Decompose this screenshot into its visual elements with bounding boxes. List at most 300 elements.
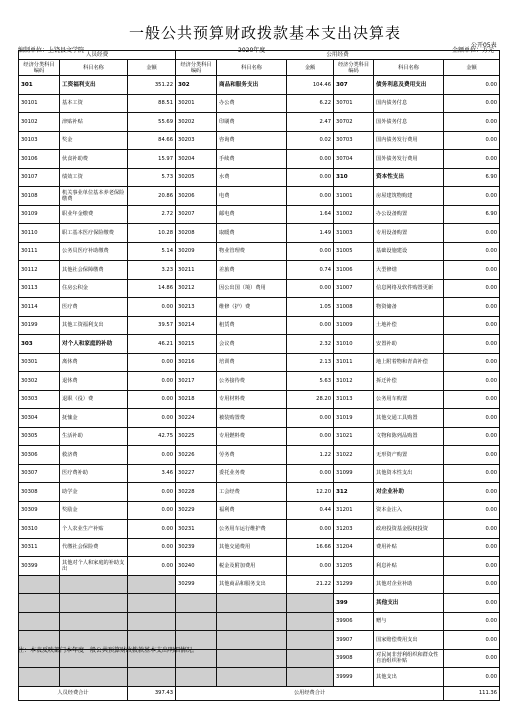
cell-name: 手续费	[217, 150, 287, 169]
cell-name: 债务利息及费用支出	[374, 76, 444, 95]
cell-name: 物业管理费	[217, 242, 287, 261]
cell-code: 30301	[19, 353, 60, 372]
cell-code: 31003	[334, 224, 374, 243]
cell-amount: 0.00	[128, 298, 176, 317]
cell-amount: 0.00	[444, 261, 500, 280]
table-row	[19, 224, 500, 243]
cell-amount: 1.22	[287, 446, 334, 465]
cell-code: 30306	[19, 446, 60, 465]
cell-name: 国内债务付息	[374, 94, 444, 113]
cell-name: 信息网络及软件购置更新	[374, 279, 444, 298]
cell-name: 退休费	[60, 372, 128, 391]
cell-name: 水费	[217, 168, 287, 187]
cell-name: 个人农业生产补贴	[60, 520, 128, 539]
cell-name	[60, 668, 128, 687]
table-row	[19, 150, 500, 169]
cell-code: 39999	[334, 668, 374, 687]
cell-amount: 20.86	[128, 187, 176, 206]
table-row	[19, 168, 500, 187]
header-row-group	[19, 51, 500, 60]
cell-name: 咨询费	[217, 131, 287, 150]
cell-code: 399	[334, 594, 374, 613]
cell-name: 税金及附加费用	[217, 557, 287, 576]
cell-code: 30309	[19, 501, 60, 520]
cell-amount: 0.00	[444, 538, 500, 557]
cell-code: 30113	[19, 279, 60, 298]
table-row	[19, 316, 500, 335]
cell-amount: 0.00	[444, 446, 500, 465]
cell-code: 30215	[176, 335, 217, 354]
table-row	[19, 594, 500, 613]
table-row	[19, 427, 500, 446]
cell-amount: 0.00	[444, 316, 500, 335]
cell-name: 职业年金缴费	[60, 205, 128, 224]
cell-amount: 2.72	[128, 205, 176, 224]
cell-amount: 12.20	[287, 483, 334, 502]
cell-code: 30225	[176, 427, 217, 446]
personnel-total-label: 人员经费合计	[19, 686, 128, 700]
public-header: 公用经费	[176, 51, 500, 60]
cell-code: 30108	[19, 187, 60, 206]
cell-name: 商品和服务支出	[217, 76, 287, 95]
cell-code: 30211	[176, 261, 217, 280]
cell-code: 31021	[334, 427, 374, 446]
cell-code: 301	[19, 76, 60, 95]
table-row	[19, 520, 500, 539]
col-name: 科目名称	[374, 60, 444, 76]
cell-amount: 0.00	[287, 427, 334, 446]
cell-name: 住房公积金	[60, 279, 128, 298]
cell-amount: 0.00	[444, 279, 500, 298]
cell-amount: 15.97	[128, 150, 176, 169]
cell-name: 被装购置费	[217, 409, 287, 428]
table-row	[19, 538, 500, 557]
cell-amount: 0.00	[287, 279, 334, 298]
cell-name: 其他交通工具购置	[374, 409, 444, 428]
cell-code: 39907	[334, 631, 374, 650]
cell-amount: 0.00	[444, 353, 500, 372]
cell-amount	[287, 631, 334, 650]
cell-name: 其他资本性支出	[374, 464, 444, 483]
cell-code: 30201	[176, 94, 217, 113]
cell-code: 30111	[19, 242, 60, 261]
cell-name: 印刷费	[217, 113, 287, 132]
cell-amount: 5.73	[128, 168, 176, 187]
cell-amount	[287, 612, 334, 631]
cell-amount: 3.46	[128, 464, 176, 483]
cell-code: 31203	[334, 520, 374, 539]
cell-amount: 0.44	[287, 501, 334, 520]
cell-amount: 0.00	[444, 187, 500, 206]
cell-name: 离休费	[60, 353, 128, 372]
cell-amount: 0.00	[444, 631, 500, 650]
cell-amount: 0.00	[444, 76, 500, 95]
cell-name: 其他对个人和家庭的补助支出	[60, 557, 128, 576]
cell-name	[217, 631, 287, 650]
cell-name: 地上附着物和青苗补偿	[374, 353, 444, 372]
cell-name: 利息补贴	[374, 557, 444, 576]
cell-code: 31011	[334, 353, 374, 372]
cell-name: 公务用车购置	[374, 390, 444, 409]
cell-amount: 0.00	[128, 557, 176, 576]
cell-amount: 0.00	[128, 372, 176, 391]
cell-amount: 0.00	[444, 520, 500, 539]
personnel-header: 人员经费	[19, 51, 176, 60]
cell-code: 30299	[176, 575, 217, 594]
cell-name: 取暖费	[217, 224, 287, 243]
cell-amount	[128, 575, 176, 594]
table-row	[19, 242, 500, 261]
cell-amount: 42.75	[128, 427, 176, 446]
cell-code: 30218	[176, 390, 217, 409]
table-row	[19, 575, 500, 594]
cell-amount: 0.00	[128, 446, 176, 465]
table-row	[19, 668, 500, 687]
cell-amount: 46.21	[128, 335, 176, 354]
cell-name: 费用补贴	[374, 538, 444, 557]
cell-name: 公务接待费	[217, 372, 287, 391]
cell-amount: 0.00	[444, 612, 500, 631]
cell-amount: 1.49	[287, 224, 334, 243]
table-row	[19, 113, 500, 132]
table-row	[19, 131, 500, 150]
cell-amount: 21.22	[287, 575, 334, 594]
cell-code: 310	[334, 168, 374, 187]
cell-code: 30311	[19, 538, 60, 557]
col-code: 经济分类科目编码	[19, 60, 60, 76]
cell-code: 30399	[19, 557, 60, 576]
cell-amount: 88.51	[128, 94, 176, 113]
table-row	[19, 335, 500, 354]
expenditure-table	[18, 50, 500, 701]
cell-code: 31007	[334, 279, 374, 298]
cell-amount: 0.00	[444, 224, 500, 243]
cell-amount: 0.00	[444, 464, 500, 483]
table-row	[19, 446, 500, 465]
cell-code: 30213	[176, 298, 217, 317]
cell-name	[60, 575, 128, 594]
cell-amount: 5.14	[128, 242, 176, 261]
cell-name: 其他商品和服务支出	[217, 575, 287, 594]
personnel-total-value: 397.43	[128, 686, 176, 700]
cell-name: 基础设施建设	[374, 242, 444, 261]
cell-code: 30216	[176, 353, 217, 372]
cell-name: 电费	[217, 187, 287, 206]
cell-amount: 0.00	[287, 316, 334, 335]
col-code: 经济分类科目编码	[176, 60, 217, 76]
cell-amount: 0.00	[444, 483, 500, 502]
cell-amount: 0.74	[287, 261, 334, 280]
cell-name: 无形资产购置	[374, 446, 444, 465]
cell-name: 专用材料费	[217, 390, 287, 409]
cell-code: 30204	[176, 150, 217, 169]
cell-name: 对企业补助	[374, 483, 444, 502]
cell-code: 39908	[334, 649, 374, 668]
header-row-columns	[19, 60, 500, 76]
table-row	[19, 409, 500, 428]
cell-name: 福利费	[217, 501, 287, 520]
table-row	[19, 94, 500, 113]
cell-name: 劳务费	[217, 446, 287, 465]
cell-amount: 84.66	[128, 131, 176, 150]
cell-amount: 0.00	[287, 242, 334, 261]
table-row	[19, 261, 500, 280]
cell-code: 39906	[334, 612, 374, 631]
cell-amount: 1.64	[287, 205, 334, 224]
cell-code: 30110	[19, 224, 60, 243]
cell-amount: 28.20	[287, 390, 334, 409]
cell-name: 国外债务发行费用	[374, 150, 444, 169]
cell-name: 办公设备购置	[374, 205, 444, 224]
table-row	[19, 353, 500, 372]
cell-code: 31022	[334, 446, 374, 465]
form-number: 公开05表	[471, 42, 497, 49]
cell-amount: 0.00	[444, 298, 500, 317]
cell-name: 办公费	[217, 94, 287, 113]
cell-amount: 351.22	[128, 76, 176, 95]
cell-code: 30304	[19, 409, 60, 428]
cell-name: 房屋建筑物购建	[374, 187, 444, 206]
cell-code: 30101	[19, 94, 60, 113]
cell-amount	[287, 649, 334, 668]
cell-code: 30107	[19, 168, 60, 187]
cell-amount: 0.00	[287, 557, 334, 576]
cell-name: 公务员医疗补助缴费	[60, 242, 128, 261]
cell-name: 基本工资	[60, 94, 128, 113]
cell-name: 因公出国（境）费用	[217, 279, 287, 298]
cell-amount: 2.32	[287, 335, 334, 354]
cell-code: 30704	[334, 150, 374, 169]
cell-code: 30308	[19, 483, 60, 502]
cell-amount: 55.69	[128, 113, 176, 132]
cell-code	[19, 594, 60, 613]
cell-amount: 2.13	[287, 353, 334, 372]
cell-name: 拆迁补偿	[374, 372, 444, 391]
cell-name: 其他交通费用	[217, 538, 287, 557]
table-row	[19, 205, 500, 224]
cell-name: 安置补助	[374, 335, 444, 354]
cell-name: 租赁费	[217, 316, 287, 335]
cell-code	[176, 612, 217, 631]
cell-amount: 0.00	[444, 649, 500, 668]
cell-code: 30109	[19, 205, 60, 224]
cell-name: 其他社会保障缴费	[60, 261, 128, 280]
cell-name: 工会经费	[217, 483, 287, 502]
cell-code: 31205	[334, 557, 374, 576]
cell-amount: 0.00	[128, 409, 176, 428]
cell-name: 维修（护）费	[217, 298, 287, 317]
report-title: 一般公共预算财政拨款基本支出决算表	[128, 24, 401, 42]
cell-amount: 0.00	[287, 168, 334, 187]
table-row	[19, 372, 500, 391]
cell-code: 30240	[176, 557, 217, 576]
cell-code: 30214	[176, 316, 217, 335]
cell-name: 绩效工资	[60, 168, 128, 187]
cell-amount: 0.00	[287, 409, 334, 428]
cell-code: 30209	[176, 242, 217, 261]
cell-name: 专用燃料费	[217, 427, 287, 446]
cell-name: 资本金注入	[374, 501, 444, 520]
cell-code: 31002	[334, 205, 374, 224]
cell-name: 职工基本医疗保险缴费	[60, 224, 128, 243]
cell-amount: 0.00	[444, 427, 500, 446]
table-row	[19, 464, 500, 483]
cell-name: 培训费	[217, 353, 287, 372]
cell-code: 302	[176, 76, 217, 95]
cell-code: 30307	[19, 464, 60, 483]
cell-name: 工资福利支出	[60, 76, 128, 95]
cell-amount	[128, 668, 176, 687]
cell-name: 差旅费	[217, 261, 287, 280]
cell-code: 31010	[334, 335, 374, 354]
cell-code	[19, 668, 60, 687]
cell-amount: 0.00	[128, 538, 176, 557]
cell-amount: 0.00	[128, 483, 176, 502]
public-total-value: 111.36	[444, 686, 500, 700]
cell-amount: 39.57	[128, 316, 176, 335]
cell-name	[60, 594, 128, 613]
cell-amount: 0.00	[444, 501, 500, 520]
cell-code: 31005	[334, 242, 374, 261]
cell-name: 其他支出	[374, 668, 444, 687]
cell-name	[217, 594, 287, 613]
cell-amount: 0.00	[128, 390, 176, 409]
report-year: 2020年度	[238, 47, 266, 54]
table-row	[19, 298, 500, 317]
cell-amount: 0.00	[287, 187, 334, 206]
cell-name: 资本性支出	[374, 168, 444, 187]
totals-row	[19, 686, 500, 700]
cell-amount: 0.00	[287, 520, 334, 539]
cell-name: 委托业务费	[217, 464, 287, 483]
cell-code: 30112	[19, 261, 60, 280]
col-name: 科目名称	[217, 60, 287, 76]
cell-code: 31204	[334, 538, 374, 557]
cell-code: 30702	[334, 113, 374, 132]
cell-amount	[128, 594, 176, 613]
cell-amount: 6.90	[444, 168, 500, 187]
cell-amount: 0.00	[287, 150, 334, 169]
cell-name: 生活补助	[60, 427, 128, 446]
cell-name: 国内债务发行费用	[374, 131, 444, 150]
cell-amount: 0.00	[444, 131, 500, 150]
cell-name: 公务用车运行维护费	[217, 520, 287, 539]
cell-name: 退职（役）费	[60, 390, 128, 409]
cell-amount: 5.63	[287, 372, 334, 391]
cell-amount: 0.00	[444, 113, 500, 132]
cell-name: 对民间非营利组织和群众性自治组织补贴	[374, 649, 444, 668]
cell-code: 30202	[176, 113, 217, 132]
cell-name: 其他工资福利支出	[60, 316, 128, 335]
cell-code: 30701	[334, 94, 374, 113]
cell-code: 307	[334, 76, 374, 95]
cell-code: 30103	[19, 131, 60, 150]
cell-amount: 6.90	[444, 205, 500, 224]
cell-name: 土地补偿	[374, 316, 444, 335]
cell-code	[176, 594, 217, 613]
cell-name: 对个人和家庭的补助	[60, 335, 128, 354]
table-row	[19, 483, 500, 502]
cell-code: 30106	[19, 150, 60, 169]
cell-name: 代缴社会保险费	[60, 538, 128, 557]
col-amount: 金额	[444, 60, 500, 76]
cell-amount: 104.46	[287, 76, 334, 95]
cell-code: 30310	[19, 520, 60, 539]
cell-code: 30305	[19, 427, 60, 446]
cell-name: 文物和陈列品购置	[374, 427, 444, 446]
cell-amount: 10.28	[128, 224, 176, 243]
cell-amount: 0.00	[444, 668, 500, 687]
cell-name: 奖励金	[60, 501, 128, 520]
cell-name	[217, 668, 287, 687]
cell-code: 31099	[334, 464, 374, 483]
cell-code: 30205	[176, 168, 217, 187]
cell-code: 31201	[334, 501, 374, 520]
cell-name: 国家赔偿费用支出	[374, 631, 444, 650]
table-row	[19, 279, 500, 298]
currency-unit: 金额单位：万元	[452, 47, 495, 54]
cell-name: 机关事业单位基本养老保险缴费	[60, 187, 128, 206]
table-row	[19, 76, 500, 95]
col-name: 科目名称	[60, 60, 128, 76]
cell-amount: 0.00	[444, 150, 500, 169]
cell-amount: 0.00	[444, 575, 500, 594]
col-amount: 金额	[128, 60, 176, 76]
cell-name: 专用设备购置	[374, 224, 444, 243]
cell-name: 大型修缮	[374, 261, 444, 280]
cell-code: 30203	[176, 131, 217, 150]
cell-name	[217, 649, 287, 668]
cell-name: 其他支出	[374, 594, 444, 613]
cell-amount: 0.00	[444, 594, 500, 613]
cell-amount: 0.00	[128, 353, 176, 372]
cell-code: 31006	[334, 261, 374, 280]
cell-name: 政府投资基金股权投资	[374, 520, 444, 539]
cell-code: 30226	[176, 446, 217, 465]
cell-name: 抚恤金	[60, 409, 128, 428]
cell-amount: 3.23	[128, 261, 176, 280]
cell-code: 30703	[334, 131, 374, 150]
cell-code: 30114	[19, 298, 60, 317]
cell-code	[19, 575, 60, 594]
cell-amount: 16.66	[287, 538, 334, 557]
cell-code: 30224	[176, 409, 217, 428]
cell-name: 邮电费	[217, 205, 287, 224]
unit-label: 编制单位：上饶县文学院	[18, 47, 85, 54]
cell-amount	[287, 668, 334, 687]
col-code: 经济分类科目编码	[334, 60, 374, 76]
cell-code	[19, 612, 60, 631]
cell-amount: 6.22	[287, 94, 334, 113]
table-row	[19, 390, 500, 409]
cell-amount: 0.00	[444, 335, 500, 354]
cell-code: 30302	[19, 372, 60, 391]
cell-code: 31013	[334, 390, 374, 409]
cell-code: 31008	[334, 298, 374, 317]
cell-code: 30303	[19, 390, 60, 409]
col-amount: 金额	[287, 60, 334, 76]
cell-name: 国外债务付息	[374, 113, 444, 132]
cell-code: 30206	[176, 187, 217, 206]
cell-name: 救济费	[60, 446, 128, 465]
cell-amount: 0.00	[444, 409, 500, 428]
cell-code: 30229	[176, 501, 217, 520]
cell-name: 奖金	[60, 131, 128, 150]
cell-code: 30239	[176, 538, 217, 557]
cell-code: 30217	[176, 372, 217, 391]
cell-amount: 0.00	[128, 501, 176, 520]
cell-name: 医疗费补助	[60, 464, 128, 483]
